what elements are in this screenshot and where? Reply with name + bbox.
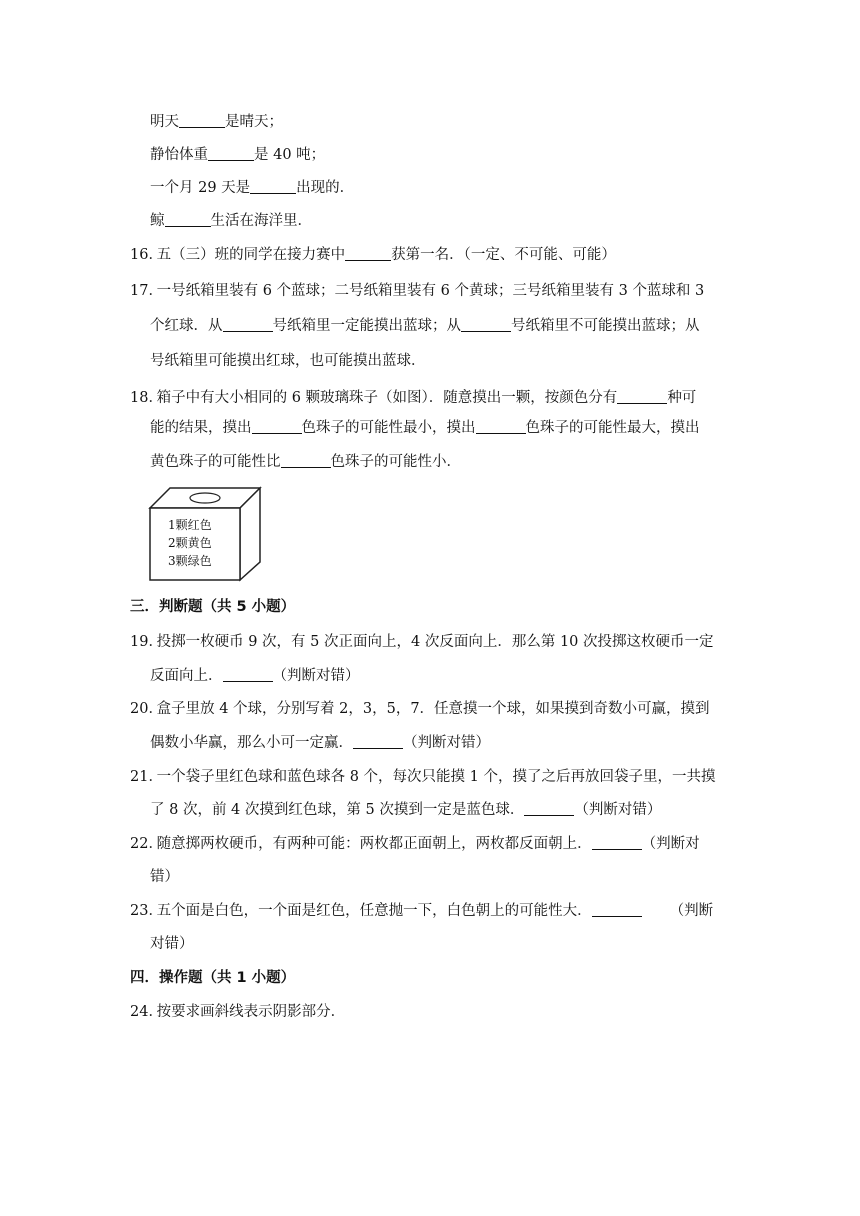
q15-item-1 bbox=[150, 112, 283, 132]
question-number: 22． bbox=[130, 836, 163, 852]
section-3-heading: 三．判断题（共 5 小题） bbox=[130, 599, 296, 615]
text: 偶数小华赢，那么小可一定赢． bbox=[150, 735, 353, 751]
text: 五（三）班的同学在接力赛中 bbox=[156, 247, 346, 263]
question-18-line-2 bbox=[150, 418, 700, 438]
text: 号纸箱里不可能摸出蓝球；从 bbox=[511, 318, 700, 334]
text: （判断对 bbox=[641, 836, 700, 852]
answer-blank[interactable] bbox=[345, 245, 391, 261]
section-4-heading: 四．操作题（共 1 小题） bbox=[130, 970, 296, 986]
question-21-line-2 bbox=[150, 800, 661, 820]
question-number: 17． bbox=[130, 283, 163, 299]
question-20-line-2 bbox=[150, 733, 490, 753]
text: （判断对错） bbox=[574, 802, 662, 818]
answer-blank[interactable] bbox=[252, 418, 302, 434]
text: 生活在海洋里． bbox=[210, 213, 312, 229]
question-17 bbox=[130, 281, 704, 301]
question-number: 20． bbox=[130, 701, 163, 717]
answer-blank[interactable] bbox=[250, 178, 296, 194]
text: 出现的． bbox=[296, 180, 355, 196]
text: 反面向上． bbox=[150, 668, 223, 684]
text: （判断对错） bbox=[272, 668, 360, 684]
question-22 bbox=[130, 834, 700, 854]
text: 色珠子的可能性最大，摸出 bbox=[525, 420, 700, 436]
q15-item-2 bbox=[150, 145, 325, 165]
answer-blank[interactable] bbox=[461, 316, 511, 332]
text: 鲸 bbox=[150, 213, 165, 229]
text: 号纸箱里可能摸出红球，也可能摸出蓝球． bbox=[150, 353, 426, 369]
question-17-line-3 bbox=[150, 351, 426, 371]
question-24 bbox=[130, 1002, 345, 1022]
answer-blank[interactable] bbox=[524, 800, 574, 816]
answer-blank[interactable] bbox=[223, 666, 273, 682]
box-label-red: 1颗红色 bbox=[168, 518, 212, 532]
question-20 bbox=[130, 699, 710, 719]
text: （判断对错） bbox=[403, 735, 490, 751]
question-21 bbox=[130, 767, 716, 787]
q15-item-4 bbox=[150, 211, 312, 231]
text: 是 40 吨； bbox=[254, 147, 326, 163]
text: 投掷一枚硬币 9 次，有 5 次正面向上，4 次反面向上．那么第 10 次投掷这枚硬币一定 bbox=[156, 634, 714, 650]
text: 一号纸箱里装有 6 个蓝球；二号纸箱里装有 6 个黄球；三号纸箱里装有 3 个蓝球和 3 bbox=[156, 283, 705, 299]
text: 种可 bbox=[667, 390, 697, 406]
text: 五个面是白色，一个面是红色，任意抛一下，白色朝上的可能性大． bbox=[156, 903, 592, 919]
text: （判断 bbox=[669, 903, 714, 919]
text: 色珠子的可能性小． bbox=[330, 454, 461, 470]
question-23 bbox=[130, 901, 713, 921]
answer-blank[interactable] bbox=[592, 834, 642, 850]
text: 错） bbox=[150, 869, 179, 885]
text: 色珠子的可能性最小，摸出 bbox=[301, 420, 476, 436]
text: 明天 bbox=[150, 114, 179, 130]
question-23-line-2 bbox=[150, 934, 194, 954]
question-number: 19． bbox=[130, 634, 163, 650]
text: 获第一名．（一定、不可能、可能） bbox=[391, 247, 616, 263]
box-label-yellow: 2颗黄色 bbox=[168, 536, 212, 550]
text: 对错） bbox=[150, 936, 194, 952]
question-number: 18． bbox=[130, 390, 163, 406]
answer-blank[interactable] bbox=[476, 418, 526, 434]
text: 一个袋子里红色球和蓝色球各 8 个，每次只能摸 1 个，摸了之后再放回袋子里，一共摸 bbox=[156, 769, 716, 785]
text: 盒子里放 4 个球，分别写着 2，3，5，7．任意摸一个球，如果摸到奇数小可赢，摸到 bbox=[156, 701, 710, 717]
question-number: 21． bbox=[130, 769, 163, 785]
question-22-line-2 bbox=[150, 867, 179, 887]
answer-blank[interactable] bbox=[617, 388, 667, 404]
text: 了 8 次，前 4 次摸到红色球，第 5 次摸到一定是蓝色球． bbox=[150, 802, 525, 818]
question-17-line-2 bbox=[150, 316, 700, 336]
text: 号纸箱里一定能摸出蓝球；从 bbox=[272, 318, 461, 334]
question-18-line-3 bbox=[150, 452, 461, 472]
question-19 bbox=[130, 632, 714, 652]
answer-blank[interactable] bbox=[223, 316, 273, 332]
text: 是晴天； bbox=[225, 114, 283, 130]
text: 静怡体重 bbox=[150, 147, 208, 163]
question-number: 24． bbox=[130, 1004, 163, 1020]
text: 能的结果，摸出 bbox=[150, 420, 252, 436]
text: 个红球．从 bbox=[150, 318, 223, 334]
answer-blank[interactable] bbox=[165, 211, 211, 227]
question-number: 23． bbox=[130, 903, 163, 919]
text: 按要求画斜线表示阴影部分． bbox=[156, 1004, 346, 1020]
text: 箱子中有大小相同的 6 颗玻璃珠子（如图）．随意摸出一颗，按颜色分有 bbox=[156, 390, 618, 406]
text: 黄色珠子的可能性比 bbox=[150, 454, 281, 470]
box-label-green: 3颗绿色 bbox=[168, 554, 212, 568]
text: 一个月 29 天是 bbox=[150, 180, 251, 196]
answer-blank[interactable] bbox=[179, 112, 225, 128]
question-16 bbox=[130, 245, 616, 265]
answer-blank[interactable] bbox=[208, 145, 254, 161]
question-number: 16． bbox=[130, 247, 163, 263]
answer-blank[interactable] bbox=[592, 901, 642, 917]
text: 随意掷两枚硬币，有两种可能：两枚都正面朝上，两枚都反面朝上． bbox=[156, 836, 592, 852]
question-19-line-2 bbox=[150, 666, 360, 686]
answer-blank[interactable] bbox=[353, 733, 403, 749]
question-18 bbox=[130, 388, 696, 408]
answer-blank[interactable] bbox=[281, 452, 331, 468]
q15-item-3 bbox=[150, 178, 354, 198]
